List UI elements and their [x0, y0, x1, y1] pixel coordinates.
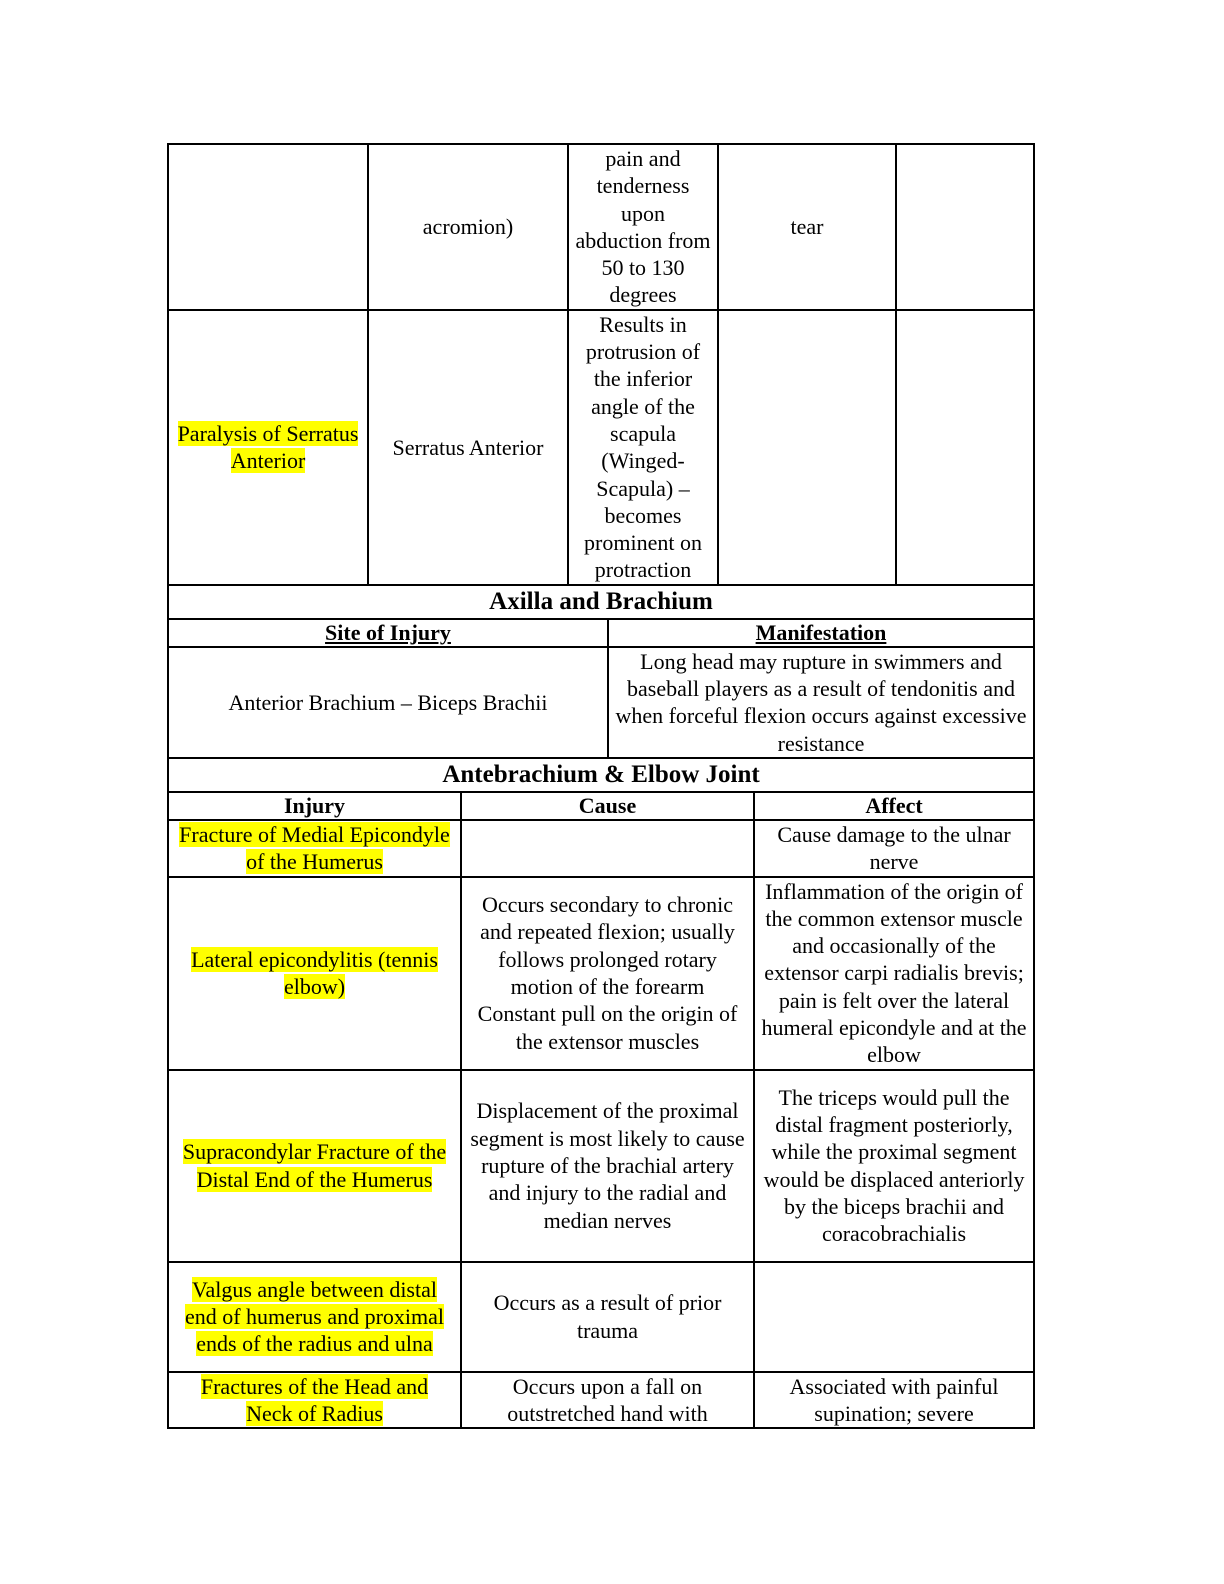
manifestation-cell: Results in protrusion of the inferior angle of the scapula (Winged-Scapula) – becomes prominent on protraction — [568, 310, 718, 585]
shoulder-injury-table — [167, 143, 1035, 586]
injury-cell: Lateral epicondylitis (tennis elbow) — [168, 877, 461, 1070]
injury-cell — [168, 144, 368, 310]
injury-cell: Fractures of the Head and Neck of Radius — [168, 1372, 461, 1429]
table-row — [168, 647, 1034, 758]
table-row — [168, 820, 1034, 877]
section-title: Axilla and Brachium — [168, 586, 1034, 619]
injury-cell: Supracondylar Fracture of the Distal End of the Humerus — [168, 1070, 461, 1262]
affect-cell — [754, 1262, 1034, 1372]
section-title-row — [168, 759, 1034, 792]
injury-cell: Valgus angle between distal end of humerus and proximal ends of the radius and ulna — [168, 1262, 461, 1372]
col4-cell — [718, 310, 896, 585]
injury-cell: Fracture of Medial Epicondyle of the Humerus — [168, 820, 461, 877]
col5-cell — [896, 310, 1034, 585]
column-header-affect: Affect — [754, 792, 1034, 820]
cause-cell: Occurs as a result of prior trauma — [461, 1262, 754, 1372]
affect-cell: Associated with painful supination; severe — [754, 1372, 1034, 1429]
cause-cell: Displacement of the proximal segment is most likely to cause rupture of the brachial artery and injury to the radial and median nerves — [461, 1070, 754, 1262]
table-row — [168, 1070, 1034, 1262]
table-row — [168, 1372, 1034, 1429]
affect-cell: Cause damage to the ulnar nerve — [754, 820, 1034, 877]
cause-cell: Occurs upon a fall on outstretched hand with — [461, 1372, 754, 1429]
header-row — [168, 619, 1034, 647]
table-row — [168, 310, 1034, 585]
section-title: Antebrachium & Elbow Joint — [168, 759, 1034, 792]
column-header-manifestation: Manifestation — [608, 619, 1034, 647]
table-row — [168, 144, 1034, 310]
column-header-cause: Cause — [461, 792, 754, 820]
document-page — [167, 143, 1033, 1429]
affect-cell: Inflammation of the origin of the common extensor muscle and occasionally of the extensor carpi radialis brevis; pain is felt over the lateral humeral epicondyle and at the elbow — [754, 877, 1034, 1070]
site-cell: Anterior Brachium – Biceps Brachii — [168, 647, 608, 758]
axilla-brachium-table — [167, 586, 1035, 759]
cause-cell: Occurs secondary to chronic and repeated flexion; usually follows prolonged rotary motion of the forearm Constant pull on the origin of the extensor muscles — [461, 877, 754, 1070]
manifestation-cell: pain and tenderness upon abduction from 50 to 130 degrees — [568, 144, 718, 310]
col5-cell — [896, 144, 1034, 310]
cause-cell — [461, 820, 754, 877]
column-header-injury: Injury — [168, 792, 461, 820]
manifestation-cell: Long head may rupture in swimmers and baseball players as a result of tendonitis and when forceful flexion occurs against excessive resistance — [608, 647, 1034, 758]
muscle-cell: acromion) — [368, 144, 568, 310]
column-header-site: Site of Injury — [168, 619, 608, 647]
header-row — [168, 792, 1034, 820]
injury-cell: Paralysis of Serratus Anterior — [168, 310, 368, 585]
affect-cell: The triceps would pull the distal fragment posteriorly, while the proximal segment would be displaced anteriorly by the biceps brachii and coracobrachialis — [754, 1070, 1034, 1262]
table-row — [168, 1262, 1034, 1372]
col4-cell: tear — [718, 144, 896, 310]
table-row — [168, 877, 1034, 1070]
section-title-row — [168, 586, 1034, 619]
muscle-cell: Serratus Anterior — [368, 310, 568, 585]
antebrachium-elbow-table — [167, 759, 1035, 1429]
